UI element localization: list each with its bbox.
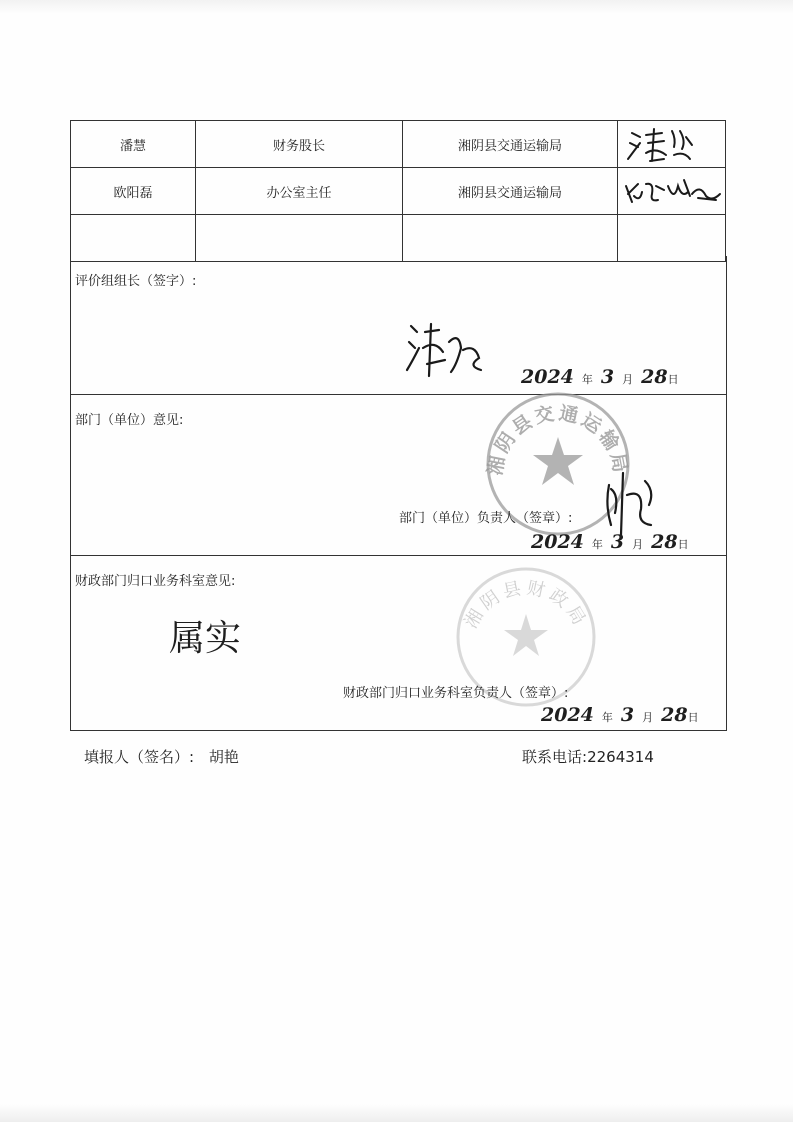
filler-info: [84, 746, 239, 767]
signatory-unit: 湘阴县交通运输局: [403, 121, 618, 168]
signatory-name: 潘慧: [71, 121, 196, 168]
dept-date: 2024 年 3 月 28日: [531, 531, 689, 553]
signature-cell: [618, 121, 726, 168]
table-row: [71, 121, 726, 168]
signatory-unit: [403, 215, 618, 262]
signature-cell: [618, 215, 726, 262]
dept-signer-label: 部门（单位）负责人（签章）:: [399, 511, 573, 526]
phone-label: 联系电话:: [522, 748, 588, 766]
signatory-position: 财务股长: [196, 121, 403, 168]
table-row: [71, 168, 726, 215]
signature-cell: [618, 168, 726, 215]
signatory-position: [196, 215, 403, 262]
signatory-name: 欧阳磊: [71, 168, 196, 215]
dept-label: 部门（单位）意见:: [75, 413, 184, 428]
filler-label: 填报人（签名）:: [84, 748, 195, 766]
svg-text:湘阴县财政局: 湘阴县财政局: [460, 577, 592, 633]
scan-edge-top: [0, 0, 793, 14]
phone-info: [522, 746, 654, 767]
leader-section: [70, 256, 727, 395]
scan-edge-bottom: [0, 1104, 793, 1122]
table-row: [71, 215, 726, 262]
dept-section: [70, 395, 727, 556]
finance-signer-label: 财政部门归口业务科室负责人（签章）:: [343, 686, 569, 701]
finance-section: [70, 556, 727, 731]
signatory-unit: 湘阴县交通运输局: [403, 168, 618, 215]
signatory-position: 办公室主任: [196, 168, 403, 215]
finance-label: 财政部门归口业务科室意见:: [75, 574, 236, 589]
handwritten-signature: [624, 125, 704, 165]
handwritten-signature: [624, 172, 724, 212]
filler-name: 胡艳: [208, 748, 239, 766]
leader-signature: [401, 318, 501, 388]
signatory-name: [71, 215, 196, 262]
leader-date: 2024 年 3 月 28日: [521, 366, 679, 388]
svg-text:湘阴县交通运输局: 湘阴县交通运输局: [484, 402, 632, 478]
phone-number: 2264314: [587, 748, 654, 766]
signatory-table: [70, 120, 726, 262]
leader-label: 评价组组长（签字）:: [75, 274, 197, 289]
finance-date: 2024 年 3 月 28日: [541, 704, 699, 726]
finance-opinion: 属实: [169, 618, 242, 659]
